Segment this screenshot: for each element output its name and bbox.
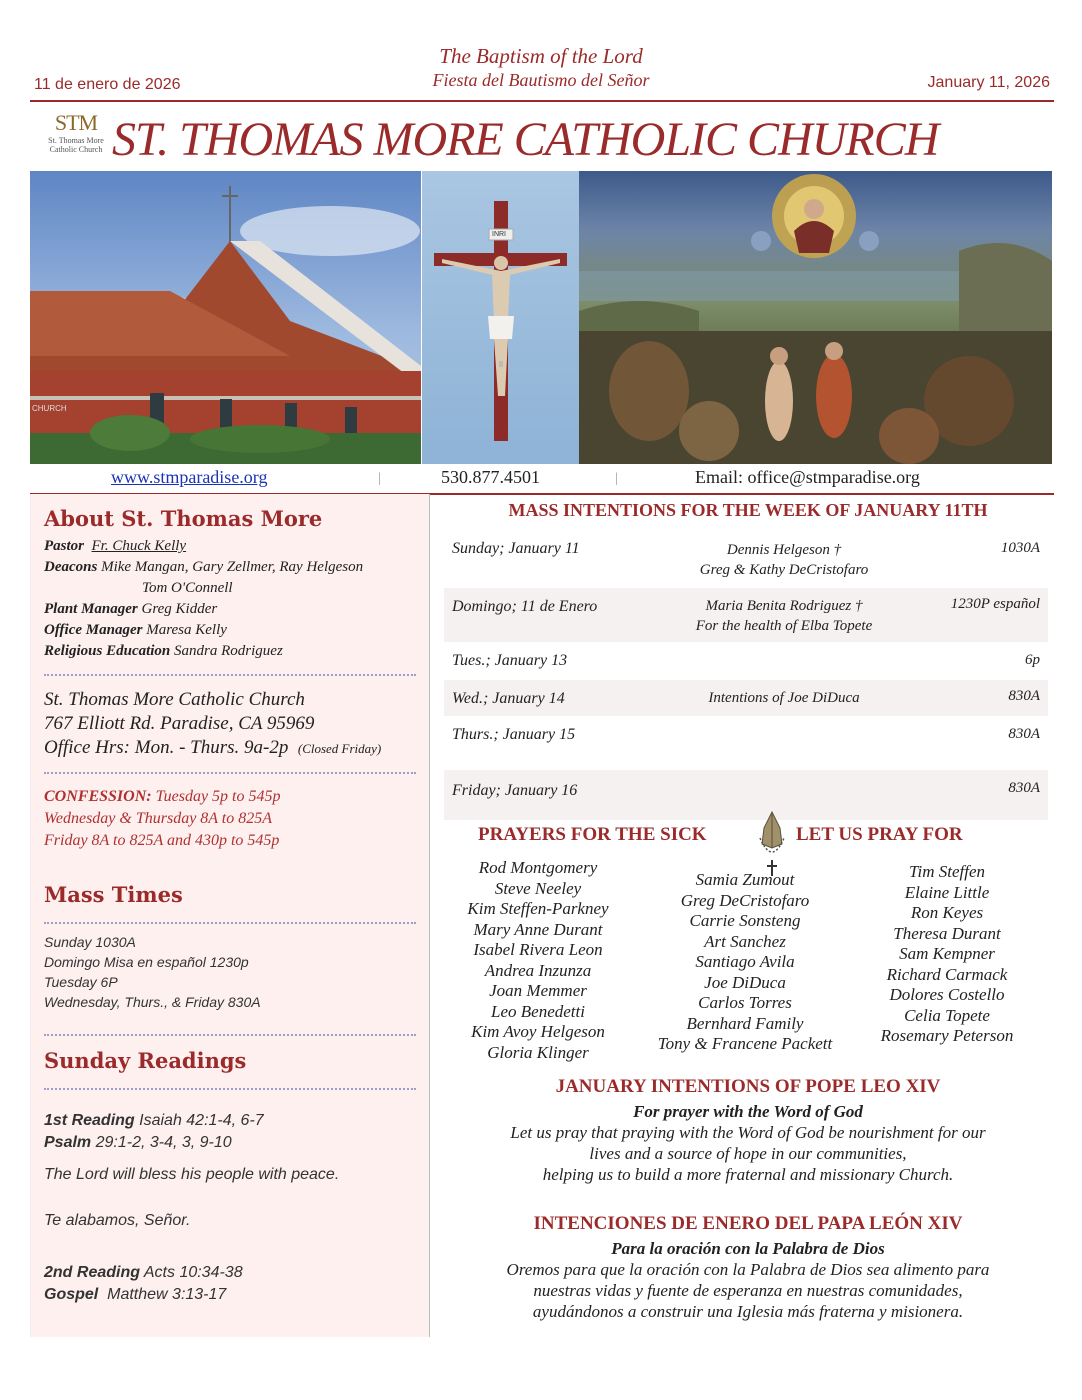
date-spanish: 11 de enero de 2026 <box>34 76 181 93</box>
mass-time-item: Domingo Misa en español 1230p <box>44 954 249 970</box>
sick-name: Art Sanchez <box>704 931 786 951</box>
second-reading: Acts 10:34-38 <box>143 1264 243 1281</box>
religious-ed-name: Sandra Rodriguez <box>174 643 283 659</box>
intention-name: Intentions of Joe DiDuca <box>708 690 860 706</box>
sick-name: Theresa Durant <box>893 923 1001 943</box>
confession-line-3: Friday 8A to 825A and 430p to 545p <box>44 832 280 849</box>
intention-time: 830A <box>1008 780 1040 796</box>
intention-day: Thurs.; January 15 <box>452 726 576 743</box>
date-english: January 11, 2026 <box>927 74 1050 91</box>
intention-row <box>444 588 1048 642</box>
deacons-names: Mike Mangan, Gary Zellmer, Ray Helgeson <box>101 559 364 575</box>
dotted-divider <box>44 922 416 924</box>
pope-intention-line: lives and a source of hope in our communities, <box>589 1144 907 1163</box>
pope-intention-spanish <box>444 1213 1052 1322</box>
pastor-name: Fr. Chuck Kelly <box>91 538 187 554</box>
pastor-label: Pastor <box>44 538 85 554</box>
sick-name: Sam Kempner <box>899 944 995 963</box>
intention-time: 830A <box>1008 726 1040 742</box>
dotted-divider <box>44 1034 416 1036</box>
sick-name: Leo Benedetti <box>491 1001 585 1021</box>
separator: | <box>615 471 618 486</box>
sick-name: Andrea Inzunza <box>484 960 592 980</box>
sick-name: Carlos Torres <box>698 993 792 1012</box>
sick-name: Steve Neeley <box>494 878 582 898</box>
church-logo <box>48 110 104 164</box>
sick-name: Kim Steffen-Parkney <box>467 899 609 918</box>
church-address <box>44 688 424 761</box>
sick-name: Joan Memmer <box>489 981 587 1000</box>
feast-en: The Baptism of the Lord <box>439 44 643 68</box>
feast-es: Fiesta del Bautismo del Señor <box>432 70 650 90</box>
sick-list-column-3 <box>852 862 1042 1047</box>
mass-time-item: Sunday 1030A <box>44 934 136 950</box>
office-manager-label: Office Manager <box>44 622 143 638</box>
readings-list <box>44 1110 424 1306</box>
office-hours: Office Hrs: Mon. - Thurs. 9a-2p <box>44 737 289 758</box>
sick-name: Dolores Costello <box>889 985 1005 1004</box>
sick-name: Celia Topete <box>904 1005 990 1025</box>
logo-mark: STM <box>54 110 98 135</box>
pope-intention-title: JANUARY INTENTIONS OF POPE LEO XIV <box>555 1076 941 1097</box>
intention-day: Friday; January 16 <box>452 782 578 799</box>
plant-manager-name: Greg Kidder <box>141 601 218 617</box>
baptism-painting <box>579 171 1052 464</box>
pope-intention-line: Oremos para que la oración con la Palabra de Dios sea alimento para <box>506 1260 990 1279</box>
pope-intention-subtitle: For prayer with the Word of God <box>633 1102 863 1121</box>
intention-time: 6p <box>1025 652 1040 668</box>
sick-name: Kim Avoy Helgeson <box>471 1022 605 1041</box>
inri-sign: INRI <box>492 231 506 238</box>
sick-name: Rosemary Peterson <box>880 1026 1014 1045</box>
dotted-divider <box>44 674 416 676</box>
church-building-photo <box>30 171 421 464</box>
intention-time: 1230P español <box>950 596 1040 612</box>
mass-time-item: Tuesday 6P <box>44 974 118 990</box>
gospel-label: Gospel <box>44 1286 99 1303</box>
sick-list-column-2 <box>650 870 840 1055</box>
sick-name: Tim Steffen <box>908 862 986 881</box>
sick-name: Richard Carmack <box>886 964 1008 984</box>
email-address: Email: office@stmparadise.org <box>695 467 920 487</box>
psalm-label: Psalm <box>44 1134 92 1151</box>
mass-time-item: Wednesday, Thurs., & Friday 830A <box>44 994 261 1010</box>
about-title: About St. Thomas More <box>44 506 323 531</box>
separator: | <box>378 471 381 486</box>
mass-intentions-title: MASS INTENTIONS FOR THE WEEK OF JANUARY 11TH <box>508 500 988 520</box>
pope-intention-subtitle: Para la oración con la Palabra de Dios <box>611 1239 885 1258</box>
logo-text-2: Catholic Church <box>49 145 103 154</box>
sick-name: Mary Anne Durant <box>473 919 603 939</box>
gospel: Matthew 3:13-17 <box>107 1286 227 1303</box>
sick-name: Bernhard Family <box>686 1013 804 1033</box>
pope-intention-title: INTENCIONES DE ENERO DEL PAPA LEÓN XIV <box>533 1213 963 1234</box>
psalm-refrain: The Lord will bless his people with peace. <box>44 1166 340 1183</box>
building-sign: CHURCH <box>32 404 67 413</box>
sick-name: Tony & Francene Packett <box>657 1034 833 1053</box>
deacons-label: Deacons <box>44 559 98 575</box>
first-reading: Isaiah 42:1-4, 6-7 <box>139 1112 264 1129</box>
intention-name: Greg & Kathy DeCristofaro <box>699 562 869 578</box>
address-line-2: 767 Elliott Rd. Paradise, CA 95969 <box>44 713 315 734</box>
sick-name: Isabel Rivera Leon <box>473 940 603 959</box>
staff-list <box>44 536 424 662</box>
header-divider <box>30 100 1054 102</box>
sunday-readings-title: Sunday Readings <box>44 1048 247 1073</box>
church-name: ST. THOMAS MORE CATHOLIC CHURCH <box>112 113 939 166</box>
office-manager-name: Maresa Kelly <box>146 622 227 638</box>
first-reading-label: 1st Reading <box>44 1112 135 1129</box>
sick-name: Greg DeCristofaro <box>680 890 810 910</box>
intention-row <box>444 642 1048 680</box>
sick-name: Ron Keyes <box>910 903 984 922</box>
let-us-pray-title: LET US PRAY FOR <box>796 824 963 845</box>
photo-banner <box>30 171 1052 464</box>
contact-bar <box>30 465 1054 495</box>
prayers-sick-title: PRAYERS FOR THE SICK <box>478 824 707 845</box>
intention-name: For the health of Elba Topete <box>695 618 873 634</box>
intention-day: Sunday; January 11 <box>452 540 580 557</box>
intention-day: Tues.; January 13 <box>452 652 568 669</box>
left-sidebar <box>30 494 430 1337</box>
pope-intention-line: nuestras vidas y fuente de esperanza en nuestras comunidades, <box>533 1281 963 1300</box>
confession-line-1: Tuesday 5p to 545p <box>155 788 281 805</box>
phone-number: 530.877.4501 <box>441 467 540 487</box>
intention-time: 1030A <box>1000 540 1040 556</box>
office-hours-note: (Closed Friday) <box>297 741 382 756</box>
intention-day: Domingo; 11 de Enero <box>452 598 598 615</box>
intention-name: Maria Benita Rodriguez † <box>705 598 863 614</box>
intention-day: Wed.; January 14 <box>452 690 565 707</box>
confession-times <box>44 786 424 852</box>
pope-intention-line: helping us to build a more fraternal and missionary Church. <box>542 1165 954 1184</box>
mass-times-title: Mass Times <box>44 882 183 907</box>
sick-name: Rod Montgomery <box>478 858 598 877</box>
pope-intention-line: Let us pray that praying with the Word of God be nourishment for our <box>510 1123 986 1142</box>
logo-text-1: St. Thomas More <box>48 136 104 145</box>
psalm: 29:1-2, 3-4, 3, 9-10 <box>95 1134 232 1151</box>
intention-row <box>444 532 1048 588</box>
sick-list-column-1 <box>443 858 633 1063</box>
sick-name: Elaine Little <box>904 882 990 902</box>
dotted-divider <box>44 1088 416 1090</box>
sick-name: Santiago Avila <box>695 952 795 971</box>
psalm-refrain-spanish: Te alabamos, Señor. <box>44 1212 191 1229</box>
sick-name: Gloria Klinger <box>487 1042 589 1062</box>
pope-intention-english <box>444 1076 1052 1185</box>
plant-manager-label: Plant Manager <box>44 601 138 617</box>
sick-name: Joe DiDuca <box>704 972 786 992</box>
deacons-names-2: Tom O'Connell <box>142 580 233 596</box>
intention-row <box>444 716 1048 770</box>
dotted-divider <box>44 772 416 774</box>
intention-name: Dennis Helgeson † <box>726 542 842 558</box>
website-link[interactable]: www.stmparadise.org <box>111 467 268 487</box>
sick-name: Carrie Sonsteng <box>689 911 801 930</box>
second-reading-label: 2nd Reading <box>44 1264 141 1281</box>
intention-time: 830A <box>1008 688 1040 704</box>
intention-row <box>444 680 1048 716</box>
crucifix-photo <box>422 171 579 464</box>
confession-line-2: Wednesday & Thursday 8A to 825A <box>44 810 272 827</box>
sick-name: Samia Zumout <box>695 870 795 889</box>
confession-label: CONFESSION: <box>44 788 152 805</box>
intention-row <box>444 770 1048 820</box>
address-line-1: St. Thomas More Catholic Church <box>44 689 305 710</box>
mass-times-list <box>44 932 424 1012</box>
religious-ed-label: Religious Education <box>44 643 171 659</box>
pope-intention-line: ayudándonos a construir una Iglesia más fraterna y misionera. <box>532 1302 964 1321</box>
